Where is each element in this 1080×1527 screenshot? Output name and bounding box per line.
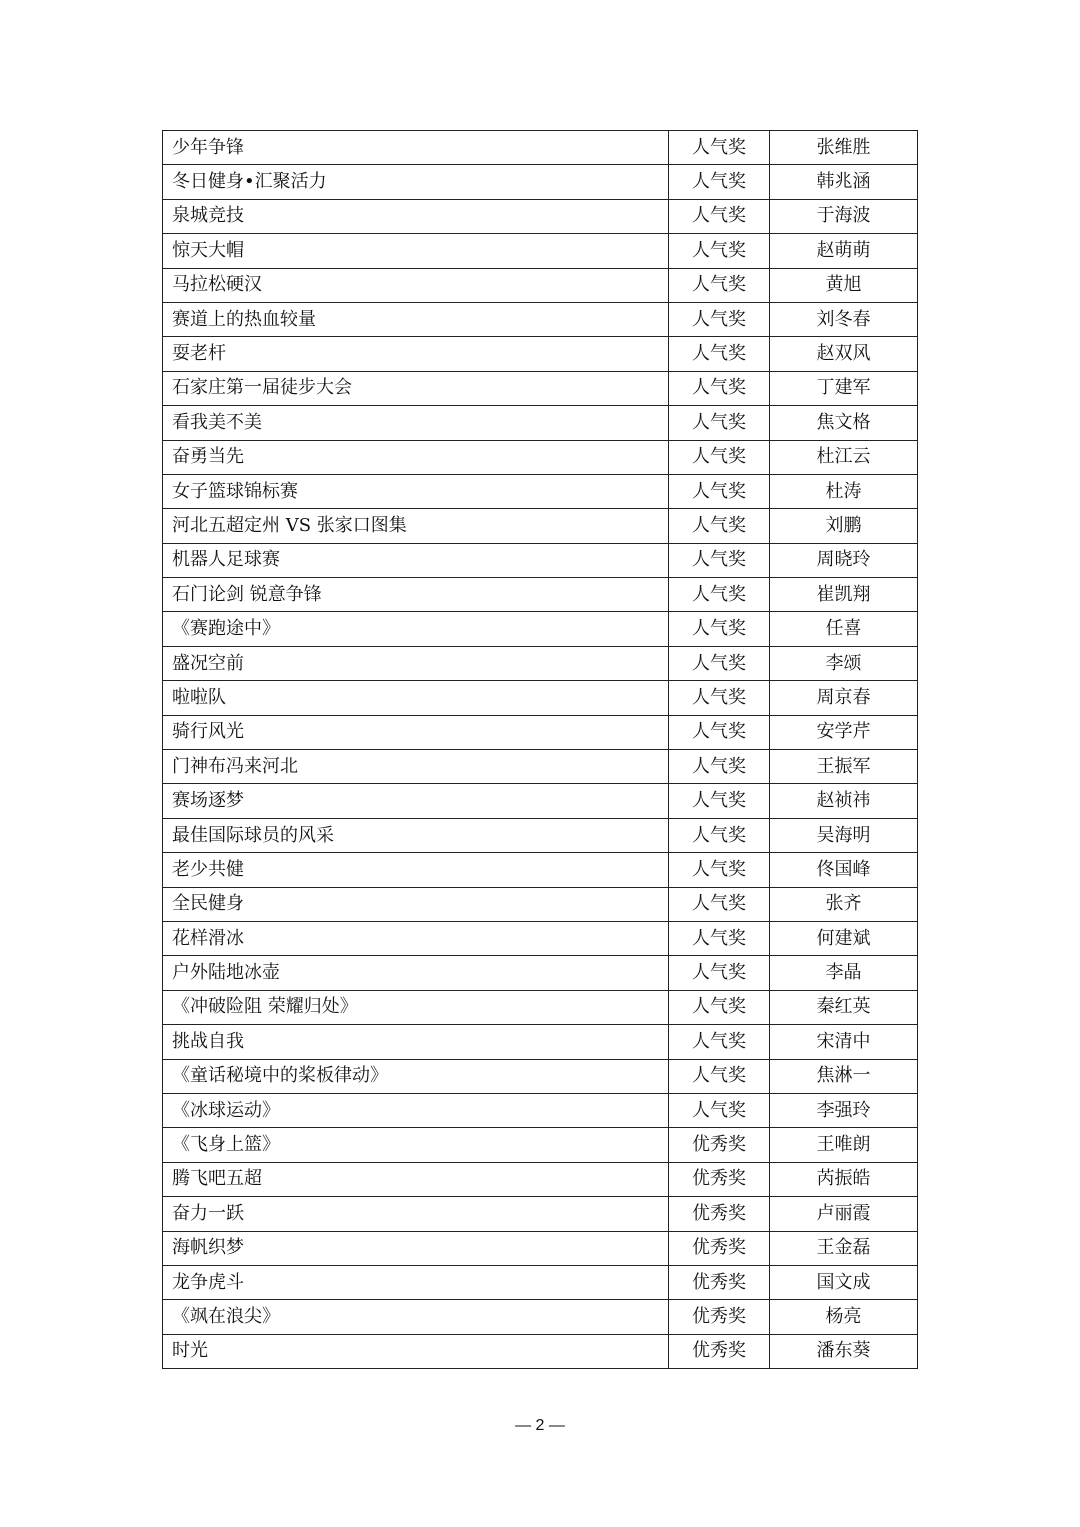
work-title-cell: 河北五超定州 VS 张家口图集 [163,509,669,543]
work-title-cell: 机器人足球赛 [163,543,669,577]
award-level-cell: 优秀奖 [669,1128,770,1162]
award-level-cell: 人气奖 [669,1059,770,1093]
award-list-body [163,131,918,1369]
table-row [163,887,918,921]
award-level-cell: 人气奖 [669,818,770,852]
author-name-cell: 崔凯翔 [770,578,918,612]
award-level-cell: 人气奖 [669,612,770,646]
table-row [163,131,918,165]
author-name-cell: 潘东葵 [770,1334,918,1368]
award-level-cell: 人气奖 [669,956,770,990]
award-level-cell: 人气奖 [669,509,770,543]
award-level-cell: 人气奖 [669,543,770,577]
award-level-cell: 优秀奖 [669,1162,770,1196]
author-name-cell: 赵萌萌 [770,234,918,268]
award-level-cell: 人气奖 [669,578,770,612]
author-name-cell: 周京春 [770,681,918,715]
work-title-cell: 冬日健身•汇聚活力 [163,165,669,199]
work-title-cell: 马拉松硬汉 [163,268,669,302]
author-name-cell: 丁建军 [770,371,918,405]
author-name-cell: 韩兆涵 [770,165,918,199]
work-title-cell: 《飒在浪尖》 [163,1300,669,1334]
page-number: — 2 — [515,1417,565,1434]
work-title-cell: 赛场逐梦 [163,784,669,818]
table-row [163,509,918,543]
table-row [163,1197,918,1231]
author-name-cell: 李晶 [770,956,918,990]
table-row [163,646,918,680]
table-row [163,612,918,646]
table-row [163,543,918,577]
table-row [163,1059,918,1093]
work-title-cell: 惊天大帽 [163,234,669,268]
table-row [163,784,918,818]
table-row [163,750,918,784]
award-level-cell: 人气奖 [669,474,770,508]
author-name-cell: 杜涛 [770,474,918,508]
author-name-cell: 国文成 [770,1265,918,1299]
table-row [163,406,918,440]
award-level-cell: 人气奖 [669,1093,770,1127]
award-level-cell: 人气奖 [669,646,770,680]
table-row [163,337,918,371]
table-row [163,165,918,199]
author-name-cell: 安学芹 [770,715,918,749]
work-title-cell: 户外陆地冰壶 [163,956,669,990]
table-row [163,1265,918,1299]
table-row [163,1128,918,1162]
award-level-cell: 人气奖 [669,990,770,1024]
work-title-cell: 花样滑冰 [163,921,669,955]
table-row [163,268,918,302]
work-title-cell: 赛道上的热血较量 [163,302,669,336]
work-title-cell: 《赛跑途中》 [163,612,669,646]
author-name-cell: 王金磊 [770,1231,918,1265]
table-row [163,921,918,955]
author-name-cell: 李强玲 [770,1093,918,1127]
award-level-cell: 人气奖 [669,199,770,233]
award-level-cell: 人气奖 [669,302,770,336]
table-row [163,956,918,990]
author-name-cell: 赵祯祎 [770,784,918,818]
table-row [163,199,918,233]
award-level-cell: 人气奖 [669,268,770,302]
table-row [163,578,918,612]
table-row [163,1093,918,1127]
author-name-cell: 王振军 [770,750,918,784]
table-row [163,371,918,405]
table-row [163,1300,918,1334]
work-title-cell: 盛况空前 [163,646,669,680]
award-level-cell: 人气奖 [669,337,770,371]
award-level-cell: 优秀奖 [669,1265,770,1299]
author-name-cell: 佟国峰 [770,853,918,887]
award-level-cell: 人气奖 [669,887,770,921]
award-level-cell: 人气奖 [669,750,770,784]
award-level-cell: 人气奖 [669,921,770,955]
author-name-cell: 赵双风 [770,337,918,371]
work-title-cell: 挑战自我 [163,1025,669,1059]
author-name-cell: 黄旭 [770,268,918,302]
work-title-cell: 腾飞吧五超 [163,1162,669,1196]
award-level-cell: 人气奖 [669,784,770,818]
author-name-cell: 王唯朗 [770,1128,918,1162]
award-level-cell: 优秀奖 [669,1197,770,1231]
author-name-cell: 刘鹏 [770,509,918,543]
work-title-cell: 看我美不美 [163,406,669,440]
author-name-cell: 卢丽霞 [770,1197,918,1231]
award-level-cell: 优秀奖 [669,1231,770,1265]
author-name-cell: 周晓玲 [770,543,918,577]
work-title-cell: 石家庄第一届徒步大会 [163,371,669,405]
work-title-cell: 石门论剑 锐意争锋 [163,578,669,612]
author-name-cell: 吴海明 [770,818,918,852]
table-row [163,440,918,474]
author-name-cell: 张维胜 [770,131,918,165]
work-title-cell: 海帆织梦 [163,1231,669,1265]
author-name-cell: 何建斌 [770,921,918,955]
award-level-cell: 人气奖 [669,165,770,199]
author-name-cell: 于海波 [770,199,918,233]
work-title-cell: 《飞身上篮》 [163,1128,669,1162]
work-title-cell: 《冰球运动》 [163,1093,669,1127]
table-row [163,1162,918,1196]
award-level-cell: 人气奖 [669,853,770,887]
work-title-cell: 泉城竞技 [163,199,669,233]
table-row [163,1025,918,1059]
work-title-cell: 女子篮球锦标赛 [163,474,669,508]
author-name-cell: 秦红英 [770,990,918,1024]
author-name-cell: 焦淋一 [770,1059,918,1093]
award-level-cell: 人气奖 [669,440,770,474]
table-row [163,1231,918,1265]
award-level-cell: 人气奖 [669,234,770,268]
work-title-cell: 最佳国际球员的风采 [163,818,669,852]
author-name-cell: 宋清中 [770,1025,918,1059]
work-title-cell: 《童话秘境中的桨板律动》 [163,1059,669,1093]
author-name-cell: 张齐 [770,887,918,921]
author-name-cell: 任喜 [770,612,918,646]
award-level-cell: 人气奖 [669,715,770,749]
work-title-cell: 少年争锋 [163,131,669,165]
table-row [163,715,918,749]
work-title-cell: 时光 [163,1334,669,1368]
award-level-cell: 人气奖 [669,371,770,405]
table-row [163,681,918,715]
work-title-cell: 龙争虎斗 [163,1265,669,1299]
work-title-cell: 老少共健 [163,853,669,887]
work-title-cell: 奋力一跃 [163,1197,669,1231]
table-row [163,302,918,336]
author-name-cell: 刘冬春 [770,302,918,336]
table-row [163,990,918,1024]
award-list-table [162,130,918,1369]
award-level-cell: 优秀奖 [669,1300,770,1334]
work-title-cell: 耍老杆 [163,337,669,371]
author-name-cell: 杜江云 [770,440,918,474]
award-level-cell: 人气奖 [669,131,770,165]
work-title-cell: 啦啦队 [163,681,669,715]
work-title-cell: 奋勇当先 [163,440,669,474]
work-title-cell: 全民健身 [163,887,669,921]
award-level-cell: 人气奖 [669,1025,770,1059]
award-level-cell: 人气奖 [669,406,770,440]
author-name-cell: 芮振皓 [770,1162,918,1196]
work-title-cell: 《冲破险阻 荣耀归处》 [163,990,669,1024]
table-row [163,234,918,268]
table-row [163,1334,918,1368]
author-name-cell: 李颂 [770,646,918,680]
work-title-cell: 门神布冯来河北 [163,750,669,784]
award-level-cell: 人气奖 [669,681,770,715]
author-name-cell: 焦文格 [770,406,918,440]
table-row [163,818,918,852]
table-row [163,853,918,887]
work-title-cell: 骑行风光 [163,715,669,749]
award-level-cell: 优秀奖 [669,1334,770,1368]
author-name-cell: 杨亮 [770,1300,918,1334]
table-row [163,474,918,508]
